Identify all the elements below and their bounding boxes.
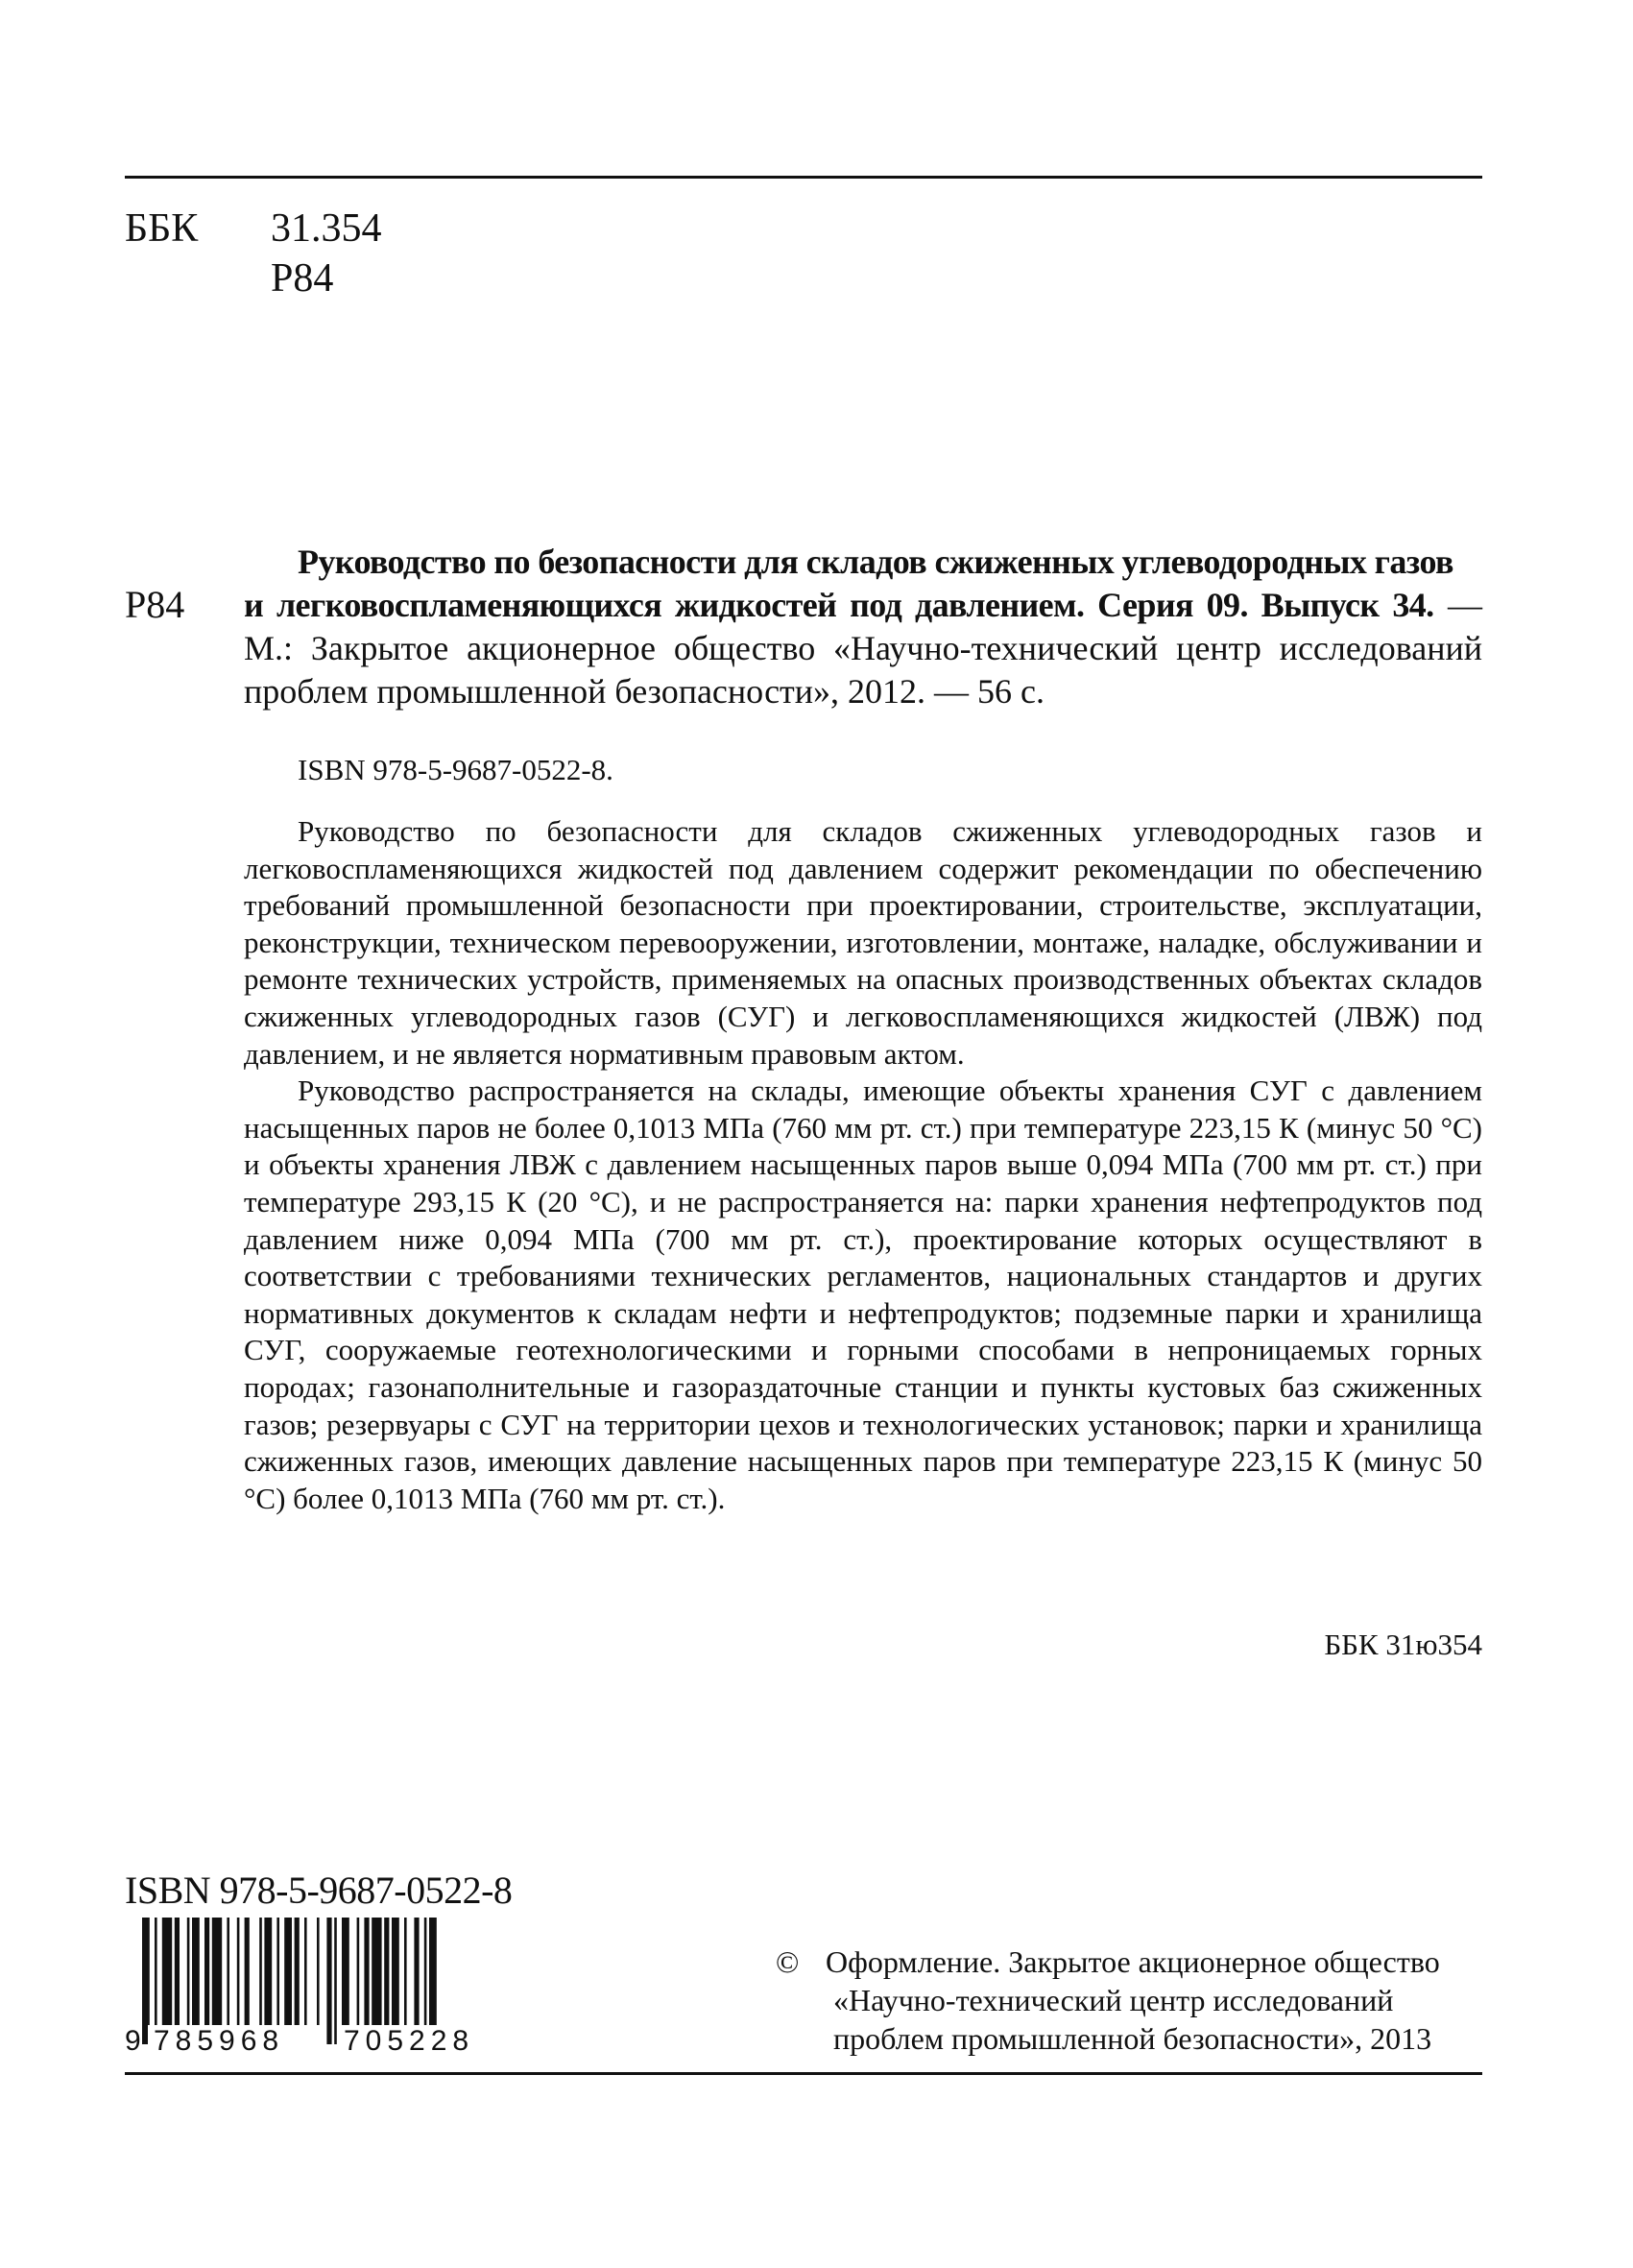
barcode-digit-first: 9: [125, 2025, 141, 2054]
copyright-notice: [776, 1942, 1482, 2058]
book-title-line-1: Руководство по безопасности для складов сжиженных углеводородных газов: [298, 543, 1453, 581]
bbk-bottom: ББК 31ю354: [1324, 1628, 1482, 1661]
bibliographic-record: [244, 541, 1482, 713]
barcode-digits-left: 785968: [154, 2025, 285, 2054]
top-rule: [125, 176, 1482, 179]
isbn-line: ISBN 978-5-9687-0522-8.: [298, 753, 613, 786]
author-mark: Р84: [271, 256, 334, 301]
copyright-line-3: проблем промышленной безопасности», 2013: [833, 2021, 1432, 2056]
barcode-bar: [326, 1918, 331, 2044]
book-title-line-2: и легковоспламеняющихся жидкостей под давлением. Серия 09. Выпуск 34.: [244, 586, 1434, 624]
imprint-place: — М.:: [244, 586, 1482, 667]
bbk-code: 31.354: [271, 206, 382, 251]
annotation: [244, 813, 1482, 1517]
annotation-paragraph-2: Руководство распространяется на склады, имеющие объекты хранения СУГ с давлением насыщенных паров не более 0,1013 МПа (760 мм рт. ст.) при температуре 223,15 К (минус 50 °С) и объекты хранения ЛВЖ с давлением насыщенных паров выше 0,094 МПа (700 мм рт. ст.) при температуре 293,15 К (20 °С), и не распространяется на: парки хранения нефтепродуктов под давлением ниже 0,094 МПа (700 мм рт. ст.), проектирование которых осуществляют в соответствии с требованиями технических регламентов, национальных стандартов и других нормативных документов к складам нефти и нефтепродуктов; подземные парки и хранилища СУГ, сооружаемые геотехнологическими и горными способами в непроницаемых горных породах; газонаполнительные и газораздаточные станции и пункты кустовых баз сжиженных газов; резервуары с СУГ на территории цехов и технологических установок; парки и хранилища сжиженных газов, имеющих давление насыщенных паров при температуре 223,15 К (минус 50 °С) более 0,1013 МПа (760 мм рт. ст.).: [244, 1074, 1482, 1515]
annotation-paragraph-1: Руководство по безопасности для складов сжиженных углеводородных газов и легковоспламеняющихся жидкостей под давлением содержит рекомендации по обеспечению требований промышленной безопасности при проектировании, строительстве, эксплуатации, реконструкции, техническом перевооружении, изготовлении, монтаже, наладке, обслуживании и ремонте технических устройств, применяемых на опасных производственных объектах складов сжиженных углеводородных газов (СУГ) и легковоспламеняющихся жидкостей (ЛВЖ) под давлением, и не является нормативным правовым актом.: [244, 814, 1482, 1071]
bottom-rule: [125, 2072, 1482, 2075]
copyright-symbol: ©: [776, 1944, 800, 1979]
side-author-mark: Р84: [125, 583, 185, 626]
bbk-label: ББК: [125, 206, 199, 251]
barcode-bar: [334, 1918, 337, 2044]
copyright-line-1: Оформление. Закрытое акционерное общество: [826, 1944, 1440, 1979]
copyright-line-2: «Научно-технический центр исследований: [833, 1983, 1394, 2017]
imprint-details: Закрытое акционерное общество «Научно-технический центр исследований проблем промышленной безопасности», 2012. — 56 с.: [244, 629, 1482, 711]
isbn-barcode: [125, 1918, 533, 2054]
barcode-digits-right: 705228: [344, 2025, 475, 2054]
barcode-isbn-label: ISBN 978-5-9687-0522-8: [125, 1869, 513, 1912]
